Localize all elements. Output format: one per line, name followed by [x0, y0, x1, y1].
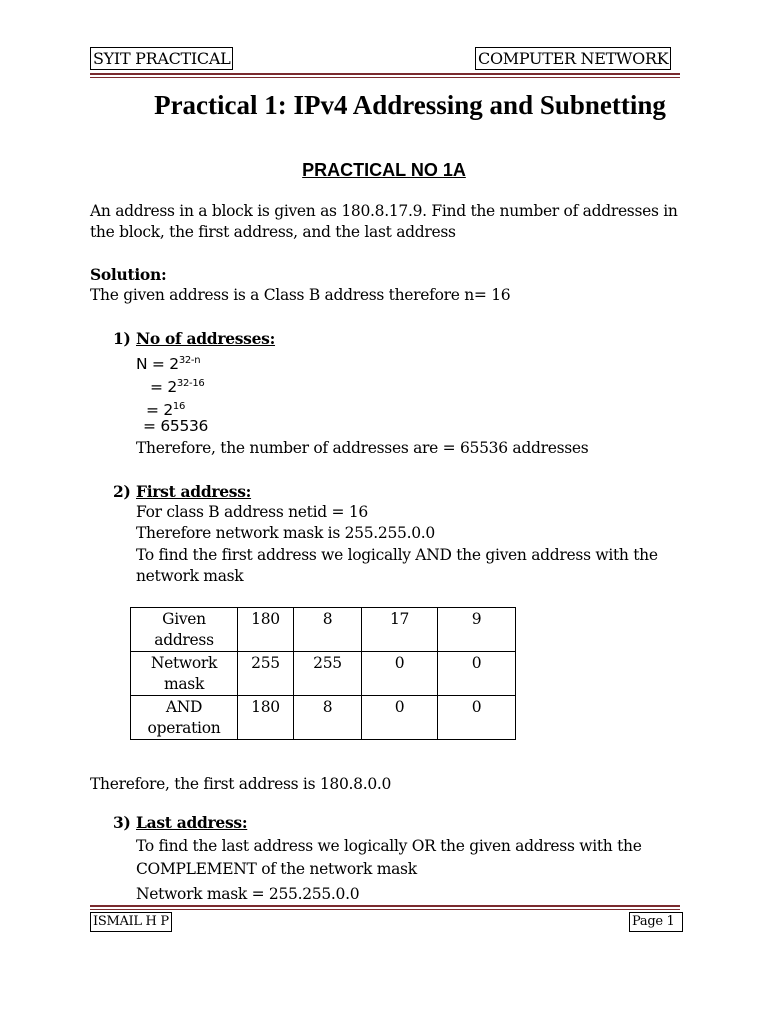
- row-label: AND operation: [131, 696, 238, 740]
- step3-number: 3): [113, 813, 131, 832]
- step2-number: 2): [113, 482, 131, 501]
- footer-rule: [90, 905, 680, 907]
- step2-line-4: network mask: [136, 567, 244, 585]
- step2-line-1: For class B address netid = 16: [136, 503, 368, 521]
- solution-text: The given address is a Class B address therefore n= 16: [90, 286, 511, 304]
- header-rule-thin: [90, 77, 680, 78]
- footer-author: ISMAIL H P: [90, 912, 172, 932]
- problem-line-1: An address in a block is given as 180.8.17.9. Find the number of addresses in: [90, 202, 678, 220]
- solution-label: Solution:: [90, 265, 167, 284]
- octet-cell: 9: [438, 608, 516, 652]
- octet-cell: 255: [294, 652, 362, 696]
- step1-conclusion: Therefore, the number of addresses are = 65536 addresses: [136, 439, 589, 457]
- octet-cell: 180: [238, 696, 294, 740]
- step3-line-2: COMPLEMENT of the network mask: [136, 860, 417, 878]
- row-label: Given address: [131, 608, 238, 652]
- step2-line-3: To find the first address we logically AND the given address with the: [136, 546, 658, 564]
- step2-heading: First address:: [136, 482, 252, 501]
- octet-cell: 255: [238, 652, 294, 696]
- table-row: [131, 696, 516, 740]
- octet-cell: 17: [362, 608, 438, 652]
- step3-heading: Last address:: [136, 813, 248, 832]
- octet-cell: 0: [362, 652, 438, 696]
- octet-cell: 180: [238, 608, 294, 652]
- octet-cell: 0: [438, 696, 516, 740]
- step1-line-3-base: = 2: [146, 401, 173, 419]
- step2-conclusion: Therefore, the first address is 180.8.0.0: [90, 775, 392, 793]
- octet-cell: 0: [438, 652, 516, 696]
- table-row: [131, 608, 516, 652]
- step3-line-3: Network mask = 255.255.0.0: [136, 885, 360, 903]
- step1-line-1: [136, 354, 200, 375]
- octet-cell: 0: [362, 696, 438, 740]
- header-rule: [90, 73, 680, 75]
- table-row: [131, 652, 516, 696]
- step1-line-2-base: = 2: [150, 378, 177, 396]
- step1-number: 1): [113, 329, 131, 348]
- step1-line-2: [150, 377, 204, 398]
- header-right-label: COMPUTER NETWORK: [475, 47, 671, 70]
- header-left-label: SYIT PRACTICAL: [90, 47, 233, 70]
- footer-page-number: Page 1: [629, 912, 683, 932]
- step1-line-2-exponent: 32-16: [176, 378, 205, 389]
- octet-cell: 8: [294, 696, 362, 740]
- step3-line-1: To find the last address we logically OR the given address with the: [136, 837, 642, 855]
- step1-line-1-exponent: 32-n: [178, 355, 201, 366]
- step2-line-2: Therefore network mask is 255.255.0.0: [136, 524, 435, 542]
- octet-cell: 8: [294, 608, 362, 652]
- and-operation-table: [130, 607, 516, 740]
- step1-line-1-base: N = 2: [136, 355, 179, 373]
- step1-line-3-exponent: 16: [172, 401, 186, 412]
- problem-line-2: the block, the first address, and the last address: [90, 223, 456, 241]
- row-label: Network mask: [131, 652, 238, 696]
- practical-number: PRACTICAL NO 1A: [302, 160, 466, 180]
- step1-line-4: = 65536: [143, 417, 209, 435]
- footer-rule-thin: [90, 909, 680, 910]
- step1-heading: No of addresses:: [136, 329, 276, 348]
- page-title: Practical 1: IPv4 Addressing and Subnetting: [154, 90, 666, 120]
